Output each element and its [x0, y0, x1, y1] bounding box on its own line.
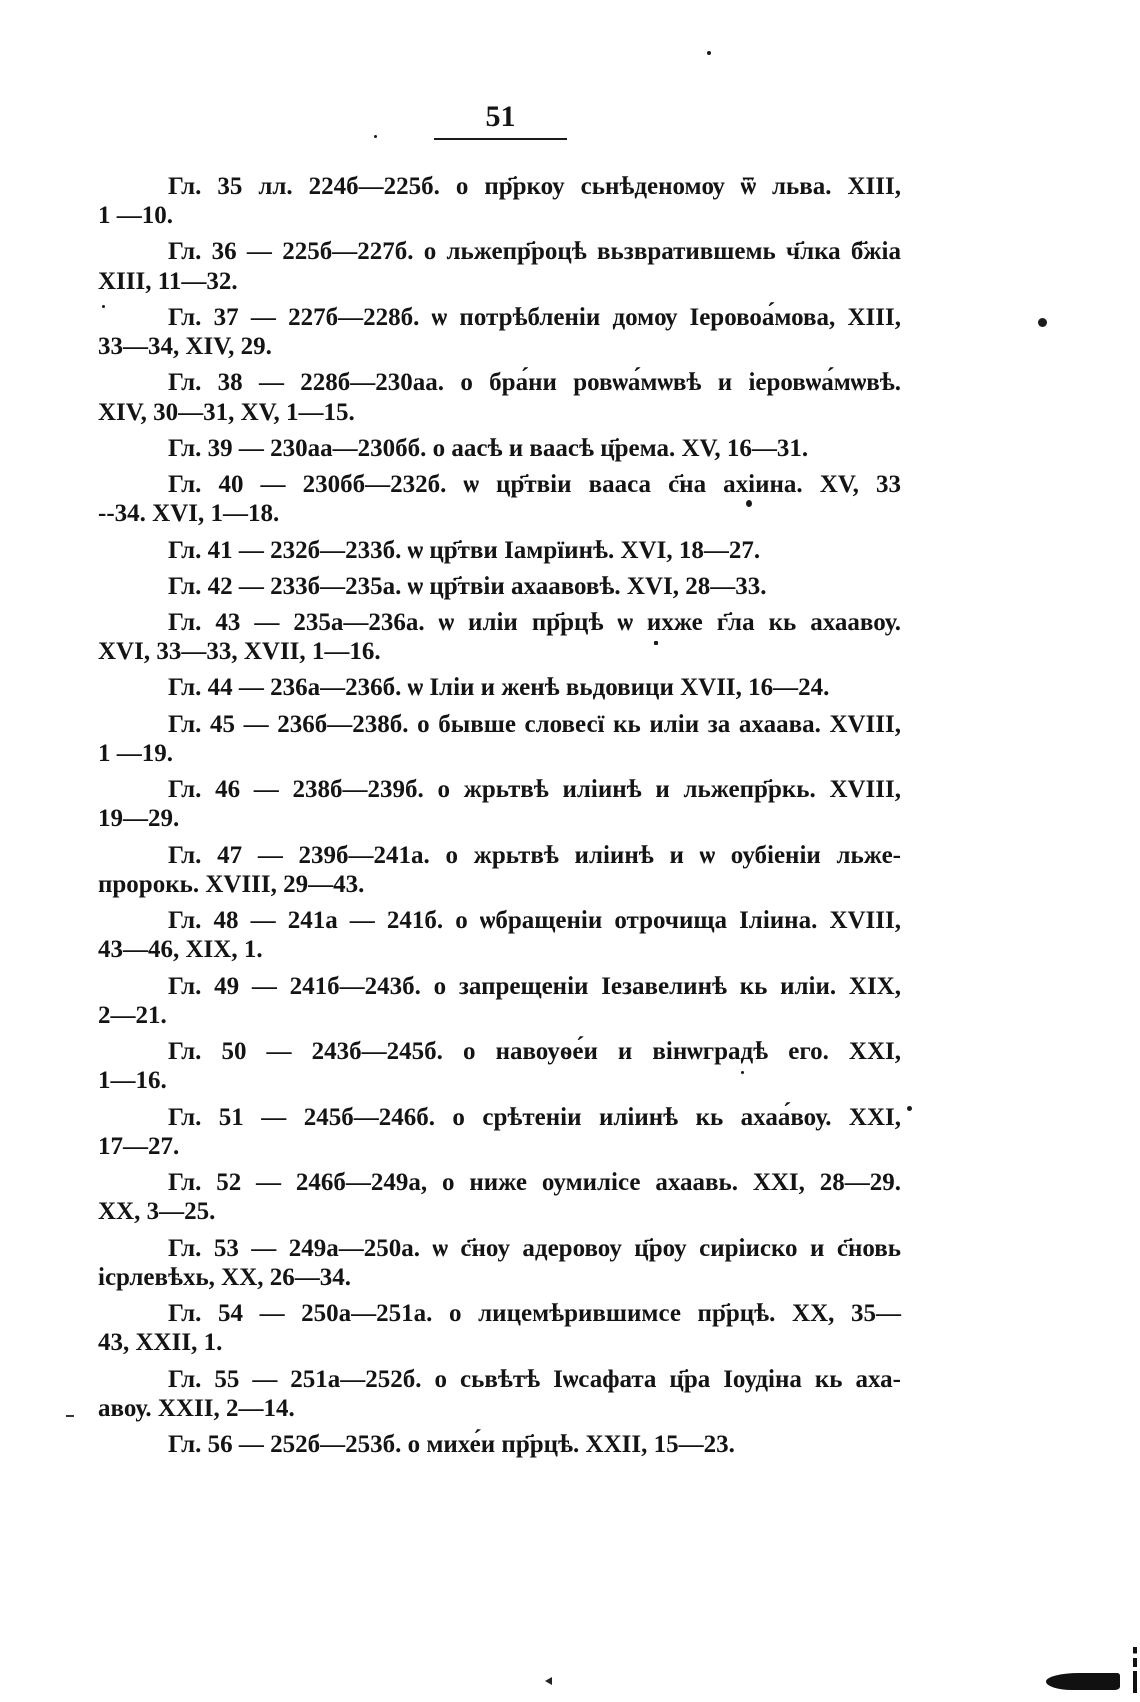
- header-rule: [434, 138, 567, 140]
- chapter-entry: [98, 841, 901, 900]
- chapter-entry: [98, 303, 901, 362]
- entry-heading-line: Гл. 52 — 246б—249а, о ниже оумилісе ахаавь. XXI, 28—29.: [168, 1169, 901, 1197]
- entry-continuation-line: 2—21.: [98, 1001, 167, 1029]
- chapter-entry: [98, 536, 901, 565]
- chapter-entry: [98, 972, 901, 1031]
- entry-heading-line: Гл. 37 — 227б—228б. ѡ потрѣбленіи домѹ Іеровоа́мова, XIII,: [168, 303, 901, 331]
- chapter-entry: [98, 237, 901, 296]
- entry-heading-line: Гл. 43 — 235а—236а. ѡ иліи пр҃рцѣ ѡ ихже г҃ла кь ахаавоу.: [168, 608, 901, 636]
- entry-heading-line: Гл. 44 — 236а—236б. ѡ Іліи и женѣ вьдовици XVII, 16—24.: [168, 674, 830, 702]
- entry-continuation-line: 33—34, XIV, 29.: [98, 333, 272, 361]
- entry-continuation-line: XX, 3—25.: [98, 1198, 216, 1226]
- page-number: 51: [485, 100, 516, 133]
- chapter-entry: [98, 1168, 901, 1227]
- entry-heading-line: Гл. 51 — 245б—246б. о срѣтеніи иліинѣ кь ахаа́воу. XXI,: [168, 1103, 901, 1131]
- chapter-entry: [98, 1430, 901, 1459]
- entry-continuation-line: 43, XXII, 1.: [98, 1329, 223, 1357]
- chapter-entry: [98, 906, 901, 965]
- entry-continuation-line: 19—29.: [98, 805, 180, 833]
- entry-continuation-line: XIII, 11—32.: [98, 267, 238, 295]
- chapter-entry: [98, 608, 901, 667]
- scan-speck: [741, 1071, 744, 1074]
- scan-dash-mark: [66, 1415, 74, 1417]
- entry-continuation-line: XIV, 30—31, XV, 1—15.: [98, 398, 355, 426]
- entry-continuation-line: 43—46, XIX, 1.: [98, 936, 263, 964]
- chapter-entry: [98, 1037, 901, 1096]
- scan-speck: [746, 500, 752, 507]
- entry-heading-line: Гл. 55 — 251а—252б. о сьвѣтѣ Іѡсафата ц҃ра Іоудіна кь аха-: [168, 1365, 901, 1393]
- entry-continuation-line: --34. XVI, 1—18.: [98, 500, 280, 528]
- chapter-entry: [98, 172, 901, 231]
- chapter-entry: [98, 572, 901, 601]
- entry-heading-line: Гл. 50 — 243б—245б. о навоуѳе́и и вінѡградѣ его. XXI,: [168, 1038, 901, 1066]
- entry-heading-line: Гл. 48 — 241а — 241б. о ѡбращеніи отрочища Іліина. XVIII,: [168, 907, 901, 935]
- ink-smudge: [1046, 1673, 1120, 1690]
- entry-heading-line: Гл. 49 — 241б—243б. о запрещеніи Іезавелинѣ кь иліи. XIX,: [168, 972, 901, 1000]
- scan-speck: [374, 135, 377, 138]
- entry-heading-line: Гл. 36 — 225б—227б. о льжепр҃роцѣ вьзвратившемь ч҃лка б҃жіа: [168, 238, 901, 266]
- entry-continuation-line: авоу. XXII, 2—14.: [98, 1394, 295, 1422]
- entry-continuation-line: 1—16.: [98, 1067, 167, 1095]
- entry-heading-line: Гл. 45 — 236б—238б. о бывше словесї кь иліи за ахаава. XVIII,: [168, 710, 901, 738]
- entry-continuation-line: 1 —19.: [98, 739, 173, 767]
- entry-heading-line: Гл. 47 — 239б—241а. о жрьтвѣ иліинѣ и ѡ оубіеніи льже-: [168, 841, 901, 869]
- scan-speck: [707, 51, 711, 55]
- entry-heading-line: Гл. 56 — 252б—253б. о михе́и пр҃рцѣ. XXII, 15—23.: [168, 1430, 735, 1458]
- scan-speck: [907, 1106, 912, 1111]
- entry-continuation-line: пророкь. XVIII, 29—43.: [98, 870, 365, 898]
- page-edge-mark: [1133, 1647, 1137, 1693]
- chapter-entry: [98, 1299, 901, 1358]
- entry-heading-line: Гл. 42 — 233б—235а. ѡ цр҃твіи ахаавовѣ. XVI, 28—33.: [168, 572, 767, 600]
- entry-heading-line: Гл. 38 — 228б—230аа. о бра́ни ровѡа́мѡвѣ и іеровѡа́мѡвѣ.: [168, 369, 901, 397]
- scan-bottom-mark: [545, 1677, 552, 1685]
- entry-continuation-line: 1 —10.: [98, 202, 173, 230]
- chapter-entry: [98, 470, 901, 529]
- chapter-entry: [98, 775, 901, 834]
- chapter-entry: [98, 1234, 901, 1293]
- entry-heading-line: Гл. 40 — 230бб—232б. ѡ цр҃твіи вааса с҃на ахіина. XV, 33: [168, 471, 901, 499]
- scan-speck: [1038, 318, 1047, 327]
- scan-speck: [102, 305, 105, 308]
- entry-continuation-line: ісрлевѣхь, XX, 26—34.: [98, 1263, 352, 1291]
- chapter-entry: [98, 673, 901, 702]
- entry-continuation-line: XVI, 33—33, XVII, 1—16.: [98, 638, 381, 666]
- chapter-entry: [98, 368, 901, 427]
- entry-heading-line: Гл. 46 — 238б—239б. о жрьтвѣ иліинѣ и льжепр҃ркь. XVIII,: [168, 776, 901, 804]
- entry-continuation-line: 17—27.: [98, 1132, 180, 1160]
- chapter-entry: [98, 434, 901, 463]
- scan-speck: [654, 641, 658, 645]
- entry-heading-line: Гл. 54 — 250а—251а. о лицемѣрившимсе пр҃рцѣ. XX, 35—: [168, 1300, 901, 1328]
- entry-heading-line: Гл. 39 — 230аа—230бб. о аасѣ и ваасѣ ц҃рема. XV, 16—31.: [168, 434, 809, 462]
- chapter-list: [98, 172, 901, 1459]
- chapter-entry: [98, 710, 901, 769]
- chapter-entry: [98, 1103, 901, 1162]
- entry-heading-line: Гл. 41 — 232б—233б. ѡ цр҃тви Іамрїинѣ. XVI, 18—27.: [168, 536, 761, 564]
- entry-heading-line: Гл. 53 — 249а—250а. ѡ с҃ноу адеровоу ц҃роу сиріиско и с҃новь: [168, 1234, 901, 1262]
- entry-heading-line: Гл. 35 лл. 224б—225б. о пр҃ркоу сьнѣденомѹ ѿ льва. XIII,: [168, 173, 901, 200]
- chapter-entry: [98, 1365, 901, 1424]
